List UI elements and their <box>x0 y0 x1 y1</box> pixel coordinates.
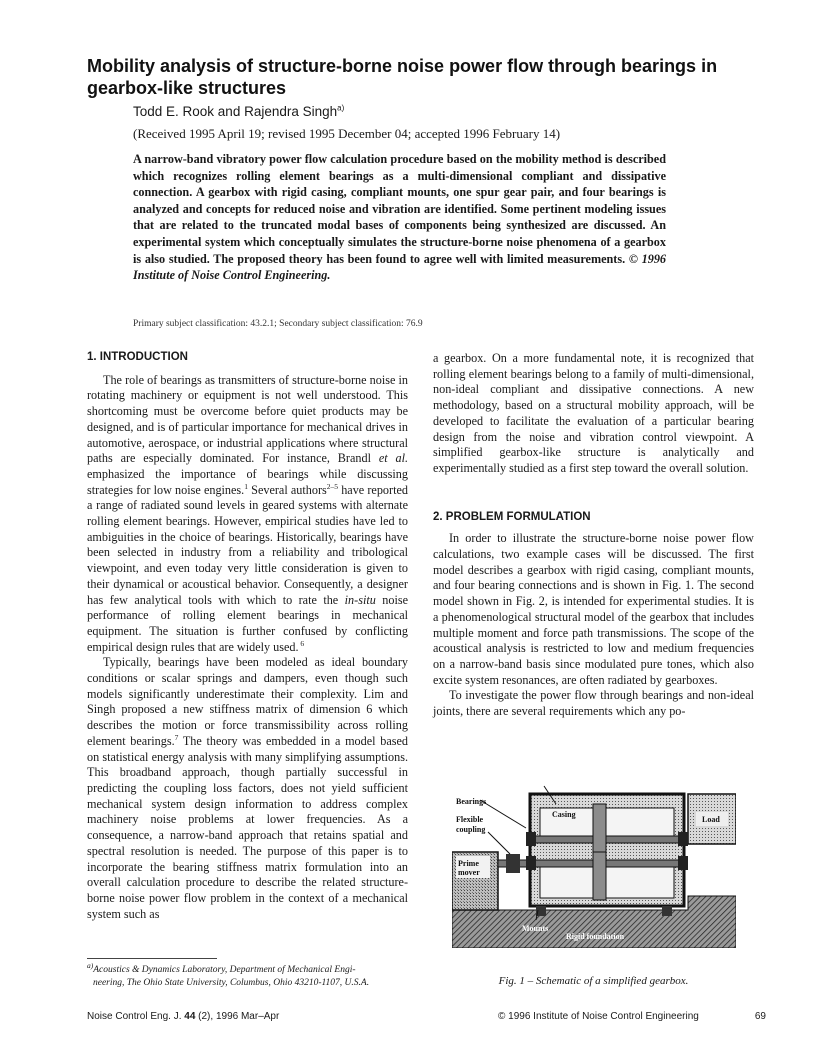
paper-title: Mobility analysis of structure-borne noise power flow through bearings in gearbox-like structures <box>87 56 718 98</box>
footer-journal: Noise Control Eng. J. 44 (2), 1996 Mar–Apr <box>87 1011 280 1022</box>
footer-copyright: © 1996 Institute of Noise Control Engineering <box>498 1011 699 1022</box>
flexible-coupling <box>506 854 520 873</box>
bearing-4 <box>678 856 688 870</box>
figure-caption: Fig. 1 – Schematic of a simplified gearbox. <box>498 975 689 987</box>
section-heading-problem-formulation: 2. PROBLEM FORMULATION <box>433 510 591 523</box>
page-number: 69 <box>754 1011 766 1022</box>
intro-paragraph-1: The role of bearings as transmitters of structure-borne noise in rotating machinery or equipment is not well understood. This shortcoming must be overcome before quiet products may be designed, and is of particular importance for mechanical drives in automotive, aerospace, or industrial applications where structural paths are especially dominated. For instance, Brandl et al. emphasized the importance of bearings while discussing strategies for low noise engines.$^1$ Several authors$^{2-5}$ have reported a range of radiated sound levels in geared systems with alternate rolling element bearings. However, empirical studies have led to ambiguities in the choice of bearings. Historically, bearings have been selected in industry from a reliability and tribological viewpoint, and even today very little consideration is given to their dynamical or acoustical behavior. Consequently, a designer has few analytical tools with which to rate the in-situ noise performance of rolling element bearings in mechanical equipment. The situation is further confused by conflicting empirical design rules that are widely used. $^6$ <box>87 372 408 654</box>
footer-copyright-line <box>498 1011 766 1022</box>
figure-label-prime: Prime <box>458 859 479 868</box>
author-affiliation-mark: a) <box>337 103 345 113</box>
footer-volume: 44 <box>184 1011 196 1022</box>
footnote-divider <box>87 958 217 959</box>
section-heading-introduction: 1. INTRODUCTION <box>87 351 188 363</box>
footnote <box>87 960 410 990</box>
footnote-line-2: neering, The Ohio State University, Columbus, Ohio 43210-1107, U.S.A. <box>93 978 370 988</box>
intro-paragraph-2: Typically, bearings have been modeled as ideal boundary conditions or scalar springs and dampers, even though such models significantly underestimate their complexity. Lim and Singh proposed a new stiffness matrix of dimension 6 which describes the motion or force transmissibility across rolling element bearings.$^7$ The theory was embedded in a model based on statistical energy analysis with many simplifying assumptions. This broadband approach, though partially successful in predicting the coupling loss factors, does not yield sufficient mechanical system design information to address complex machinery noise problems at lower frequencies. As a consequence, a narrow-band approach that retains spatial and spectral resolution is needed. The purpose of this paper is to incorporate the bearing stiffness matrix formulation into an overall calculation procedure to describe the related structure-borne noise power flow problem in the context of a mechanical system such as <box>87 655 408 921</box>
lower-gear <box>593 852 606 900</box>
upper-shaft <box>530 836 688 843</box>
footnote-line-1: Acoustics & Dynamics Laboratory, Department of Mechanical Engi- <box>93 965 356 975</box>
bearing-2 <box>678 832 688 846</box>
received-dates: (Received 1995 April 19; revised 1995 December 04; accepted 1996 February 14) <box>133 126 561 141</box>
gearbox-schematic-figure <box>452 782 736 948</box>
figure-label-bearings: Bearings <box>456 797 487 806</box>
author-names: Todd E. Rook and Rajendra Singh <box>133 104 338 119</box>
figure-label-flexible: Flexible <box>456 815 484 824</box>
author-line <box>133 104 344 119</box>
subject-classification: Primary subject classification: 43.2.1; Secondary subject classification: 76.9 <box>133 319 423 329</box>
figure-label-coupling: coupling <box>456 825 486 834</box>
footnote-mark: a) <box>87 960 94 970</box>
abstract-body: A narrow-band vibratory power flow calculation procedure based on the mobility method is described which recognizes rolling element bearings as a multi-dimensional compliant and dissipative connection. A gearbox with rigid casing, compliant mounts, one spur gear pair, and four bearings is analyzed and concepts for reduced noise and vibration are identified. Some pertinent modeling issues that are related to the truncated modal bases of components being synthesized are discussed. An experimental system which conceptually simulates the structure-borne noise phenomena of a gearbox is also studied. The proposed theory has been found to agree well with limited measurements. <box>133 152 666 266</box>
figure-label-mover: mover <box>458 868 480 877</box>
left-column <box>87 350 408 922</box>
problem-paragraph-1: In order to illustrate the structure-borne noise power flow calculations, two example cases will be discussed. The first model describes a gearbox with rigid casing, compliant mounts, and four bearing connections and is shown in Fig. 1. The second model shown in Fig. 2, is intended for experimental studies. It is a phenomenological structural model of the gearbox that includes multiple moment and force path transmissions. The scope of the acoustical analysis is restricted to low and medium frequencies on a narrow-band basis since modulated pure tones, which also excite system resonances, are often radiated by gearboxes. <box>433 531 754 687</box>
figure-label-mounts: Mounts <box>522 924 549 933</box>
bearing-1 <box>526 832 536 846</box>
problem-paragraph-2: To investigate the power flow through bearings and non-ideal joints, there are several requirements which any po- <box>433 688 754 719</box>
figure-label-foundation: Rigid foundation <box>566 932 625 941</box>
figure-label-load: Load <box>702 815 720 824</box>
bearing-3 <box>526 856 536 870</box>
right-column <box>433 351 754 720</box>
abstract-copyright: © 1996 Institute of Noise Control Engineering. <box>133 251 667 283</box>
mount-right <box>662 906 672 916</box>
abstract <box>133 151 666 284</box>
lower-shaft <box>498 860 684 867</box>
figure-label-casing: Casing <box>552 810 576 819</box>
intro-paragraph-3: a gearbox. On a more fundamental note, it is recognized that rolling element bearings belong to a family of multi-dimensional, non-ideal compliant and dissipative connections. A new methodology, based on a structural mobility approach, will be developed to facilitate the evaluation of a particular bearing design from the noise and vibration control viewpoint. A simplified gearbox-like structure is analytically and experimentally studied as a first step toward the overall solution. <box>433 351 754 475</box>
